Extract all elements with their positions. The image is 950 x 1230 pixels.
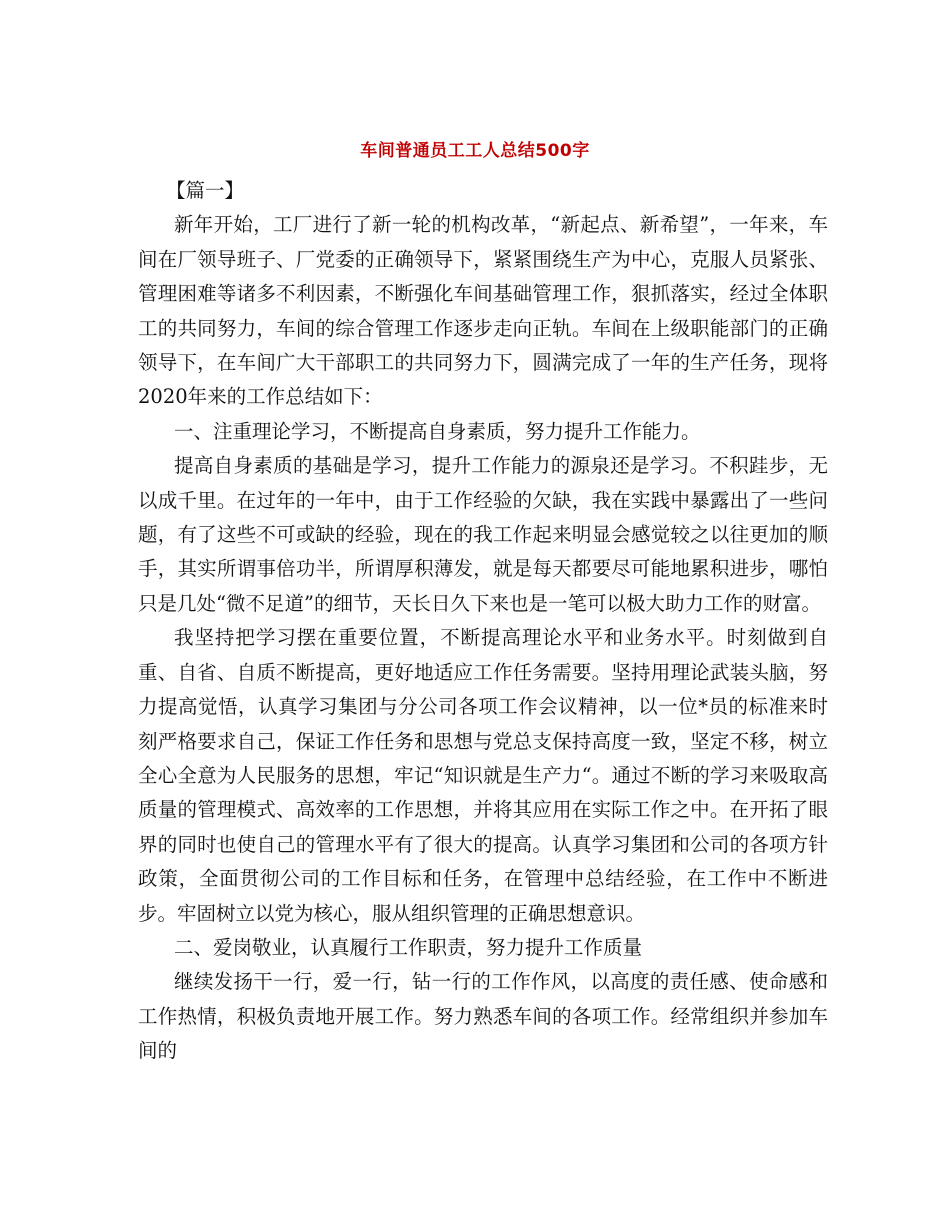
paragraph-study-commitment: 我坚持把学习摆在重要位置，不断提高理论水平和业务水平。时刻做到自重、自省、自质不断提高，更好地适应工作任务需要。坚持用理论武装头脑，努力提高觉悟，认真学习集团与分公司各项工作会议精神，以一位*员的标准来时刻严格要求自己，保证工作任务和思想与党总支保持高度一致，坚定不移，树立全心全意为人民服务的思想，牢记“知识就是生产力“。通过不断的学习来吸取高质量的管理模式、高效率的工作思想，并将其应用在实际工作之中。在开拓了眼界的同时也使自己的管理水平有了很大的提高。认真学习集团和公司的各项方针政策，全面贯彻公司的工作目标和任务，在管理中总结经验，在工作中不断进步。牢固树立以党为核心，服从组织管理的正确思想意识。 (138, 626, 828, 925)
heading-section-two: 二、爱岗敬业，认真履行工作职责，努力提升工作质量 (174, 935, 643, 959)
paragraph-work-attitude: 继续发扬干一行，爱一行，钻一行的工作作风，以高度的责任感、使命感和工作热情，积极负责地开展工作。努力熟悉车间的各项工作。经常组织并参加车间的 (138, 970, 828, 1063)
document-title: 车间普通员工工人总结500字 (360, 141, 590, 161)
paragraph-learning: 提高自身素质的基础是学习，提升工作能力的源泉还是学习。不积跬步，无以成千里。在过年的一年中，由于工作经验的欠缺，我在实践中暴露出了一些问题，有了这些不可或缺的经验，现在的我工作起来明显会感觉较之以往更加的顺手，其实所谓事倍功半，所谓厚积薄发，就是每天都要尽可能地累积进步，哪怕只是几处“微不足道”的细节，天长日久下来也是一笔可以极大助力工作的财富。 (138, 454, 828, 615)
document-body (138, 174, 828, 1069)
section-heading: 【篇一】 (166, 179, 245, 202)
paragraph-intro: 新年开始，工厂进行了新一轮的机构改革，“新起点、新希望”，一年来，车间在厂领导班子、厂党委的正确领导下，紧紧围绕生产为中心，克服人员紧张、管理困难等诸多不利因素，不断强化车间基础管理工作，狠抓落实，经过全体职工的共同努力，车间的综合管理工作逐步走向正轨。车间在上级职能部门的正确领导下，在车间广大干部职工的共同努力下，圆满完成了一年的生产任务，现将2020年来的工作总结如下： (138, 213, 828, 409)
heading-section-one: 一、注重理论学习，不断提高自身素质，努力提升工作能力。 (174, 419, 701, 443)
